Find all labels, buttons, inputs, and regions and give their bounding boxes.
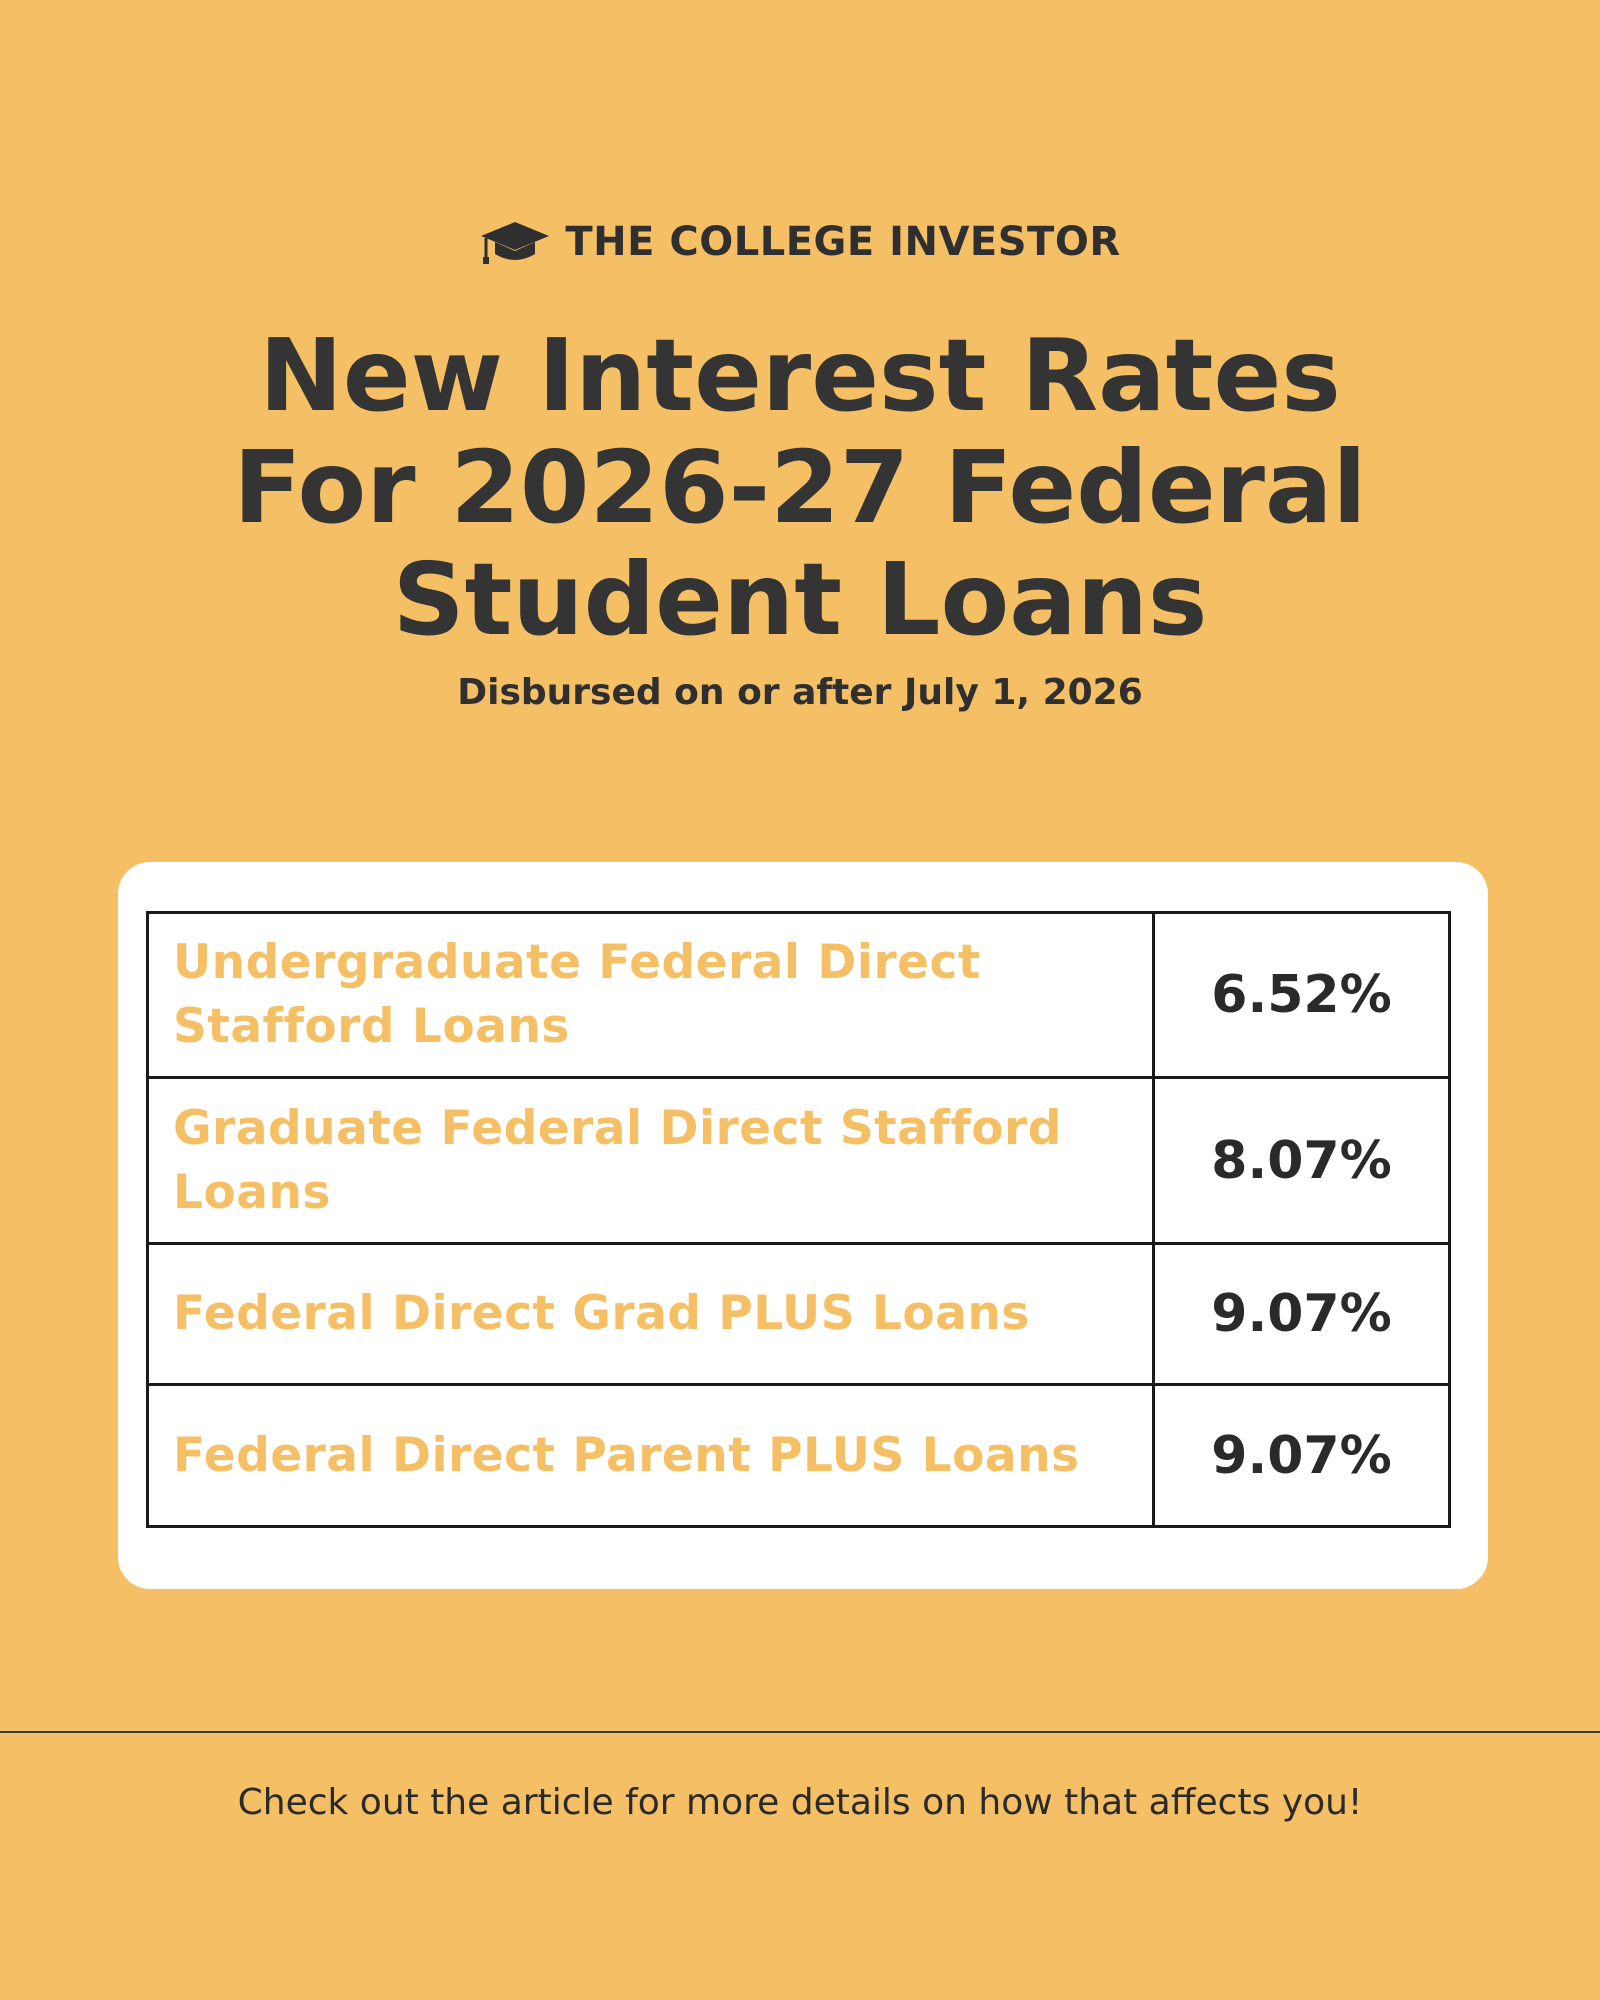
footer-divider	[0, 1731, 1600, 1733]
loan-rate: 9.07%	[1154, 1385, 1450, 1527]
loan-rate: 6.52%	[1154, 913, 1450, 1078]
loan-name: Federal Direct Parent PLUS Loans	[148, 1385, 1154, 1527]
graduation-cap-icon	[479, 218, 551, 266]
loan-rate: 8.07%	[1154, 1078, 1450, 1244]
rates-card	[118, 862, 1488, 1589]
table-row	[148, 1078, 1450, 1244]
subtitle: Disbursed on or after July 1, 2026	[457, 672, 1143, 713]
loan-name: Federal Direct Grad PLUS Loans	[148, 1244, 1154, 1385]
title-line: New Interest Rates	[259, 317, 1341, 434]
loan-rate: 9.07%	[1154, 1244, 1450, 1385]
brand-name: THE COLLEGE INVESTOR	[565, 219, 1121, 265]
table-row	[148, 1385, 1450, 1527]
brand-header	[0, 218, 1600, 266]
footer-text: Check out the article for more details on how that affects you!	[237, 1782, 1363, 1823]
table-row	[148, 1244, 1450, 1385]
title-line: Student Loans	[392, 541, 1208, 658]
table-row	[148, 913, 1450, 1078]
loan-name: Graduate Federal Direct Stafford Loans	[148, 1078, 1154, 1244]
page-title	[100, 317, 1500, 658]
loan-name: Undergraduate Federal Direct Stafford Loans	[148, 913, 1154, 1078]
rates-table	[146, 911, 1451, 1528]
title-line: For 2026-27 Federal	[233, 429, 1367, 546]
